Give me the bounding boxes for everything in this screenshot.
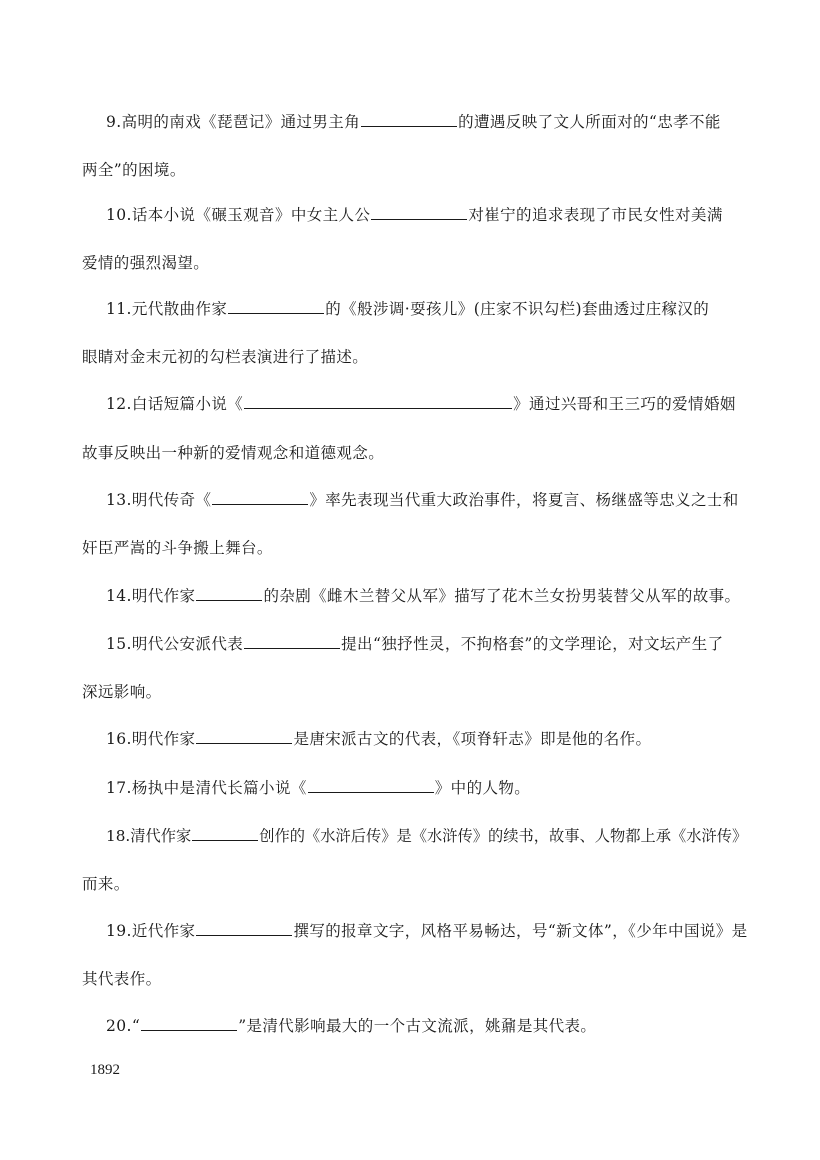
question-18-line-2: 而来。 <box>82 875 130 893</box>
answer-blank-12[interactable] <box>244 393 512 409</box>
answer-blank-19[interactable] <box>196 920 292 936</box>
question-11-line-1: 11.元代散曲作家 的《般涉调·耍孩儿》(庄家不识勾栏)套曲透过庄稼汉的 <box>106 300 710 318</box>
question-11-line-2: 眼睛对金末元初的勾栏表演进行了描述。 <box>82 348 369 366</box>
page-number: 1892 <box>90 1062 120 1078</box>
question-17-line-1: 17.杨执中是清代长篇小说《 》中的人物。 <box>106 779 531 797</box>
question-9-line-1: 9.高明的南戏《琵琶记》通过男主角 的遭遇反映了文人所面对的“忠孝不能 <box>106 113 721 131</box>
answer-blank-17[interactable] <box>308 777 434 793</box>
question-9-line-2: 两全”的困境。 <box>82 161 186 179</box>
question-19-line-1: 19.近代作家 撰写的报章文字，风格平易畅达，号“新文体”，《少年中国说》是 <box>106 922 748 940</box>
question-15-line-1: 15.明代公安派代表 提出“独抒性灵，不拘格套”的文学理论，对文坛产生了 <box>106 635 724 653</box>
question-20-line-1: 20.“ ”是清代影响最大的一个古文流派，姚鼐是其代表。 <box>106 1017 597 1035</box>
answer-blank-10[interactable] <box>371 204 467 220</box>
question-13-line-1: 13.明代传奇《 》率先表现当代重大政治事件，将夏言、杨继盛等忠义之士和 <box>106 491 739 509</box>
question-14-line-1: 14.明代作家 的杂剧《雌木兰替父从军》描写了花木兰女扮男装替父从军的故事。 <box>106 587 741 605</box>
answer-blank-15[interactable] <box>244 633 340 649</box>
question-13-line-2: 奸臣严嵩的斗争搬上舞台。 <box>82 539 273 557</box>
question-12-line-1: 12.白话短篇小说《 》通过兴哥和王三巧的爱情婚姻 <box>106 395 736 413</box>
question-10-line-2: 爱情的强烈渴望。 <box>82 254 210 272</box>
question-12-line-2: 故事反映出一种新的爱情观念和道德观念。 <box>82 444 385 462</box>
answer-blank-13[interactable] <box>212 489 308 505</box>
question-10-line-1: 10.话本小说《碾玉观音》中女主人公 对崔宁的追求表现了市民女性对美满 <box>106 206 723 224</box>
question-18-line-1: 18.清代作家 创作的《水浒后传》是《水浒传》的续书，故事、人物都上承《水浒传》 <box>106 827 748 845</box>
question-19-line-2: 其代表作。 <box>82 970 162 988</box>
answer-blank-20[interactable] <box>141 1015 237 1031</box>
answer-blank-11[interactable] <box>228 298 324 314</box>
answer-blank-18[interactable] <box>192 825 258 841</box>
question-16-line-1: 16.明代作家 是唐宋派古文的代表，《项脊轩志》即是他的名作。 <box>106 730 652 748</box>
answer-blank-14[interactable] <box>196 585 262 601</box>
answer-blank-16[interactable] <box>196 728 292 744</box>
question-15-line-2: 深远影响。 <box>82 683 162 701</box>
answer-blank-9[interactable] <box>361 111 457 127</box>
